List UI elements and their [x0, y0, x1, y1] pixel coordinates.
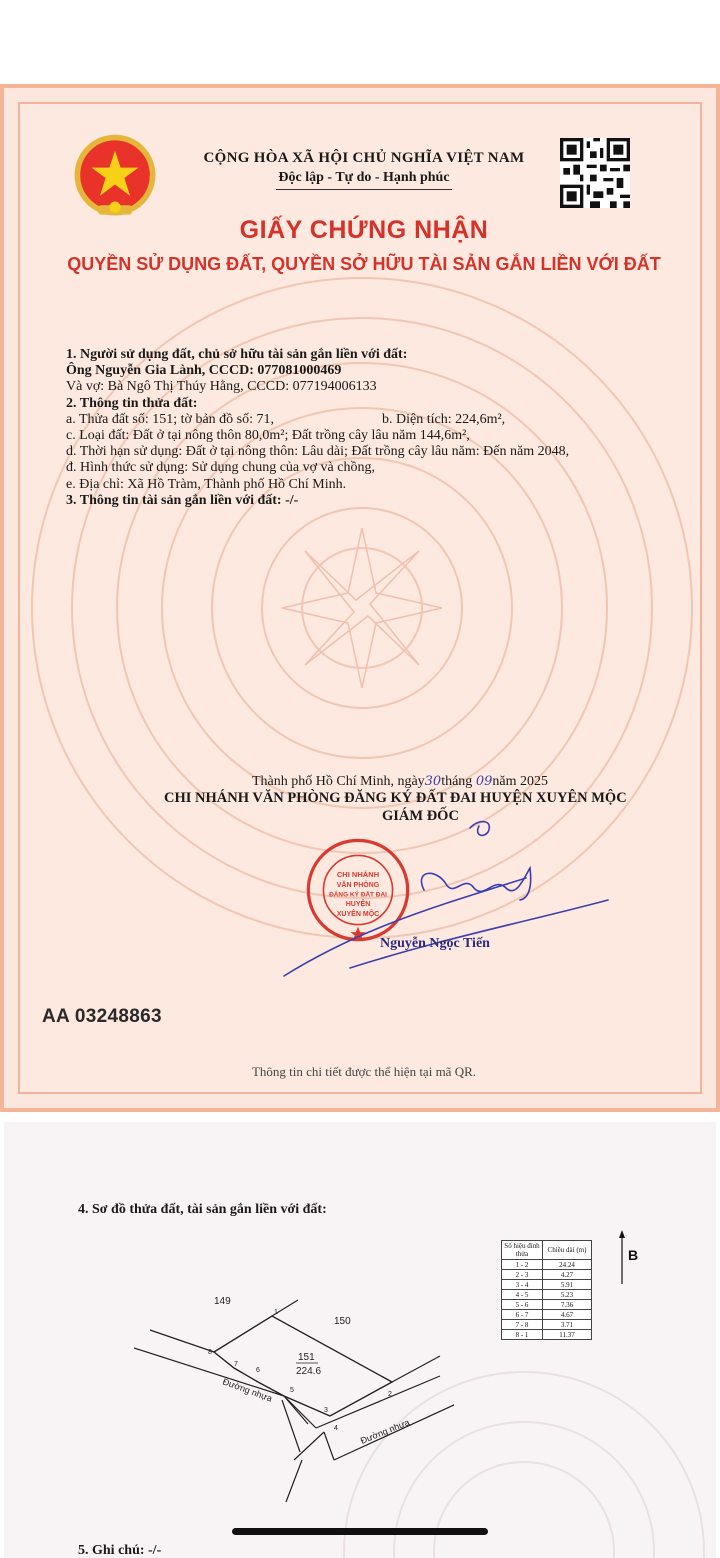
- section-1-heading: 1. Người sử dụng đất, chủ sở hữu tài sản gắn liền với đất:: [66, 347, 408, 362]
- vertex-5: 5: [290, 1387, 294, 1394]
- edge-length: 3.71: [543, 1320, 592, 1330]
- parcel-number: a. Thửa đất số: 151; tờ bản đồ số: 71,: [66, 411, 274, 427]
- edge-length: 4.67: [543, 1310, 592, 1320]
- edge-pair: 2 - 3: [502, 1270, 543, 1280]
- edge-length: 5.91: [543, 1280, 592, 1290]
- table-row: [502, 1280, 592, 1290]
- neighbor-149: 149: [214, 1296, 231, 1307]
- usage-form: đ. Hình thức sử dụng: Sử dụng chung của vợ và chồng,: [66, 460, 375, 476]
- north-label: B: [628, 1247, 639, 1263]
- edge-length: 24.24: [543, 1260, 592, 1270]
- table-header-vertices: Số hiệu đỉnh thửa: [502, 1241, 543, 1260]
- edge-length: 5.23: [543, 1290, 592, 1300]
- svg-text:CHI NHÁNH: CHI NHÁNH: [336, 870, 380, 880]
- table-row: [502, 1320, 592, 1330]
- signing-date: [252, 774, 548, 790]
- svg-text:HUYỆN: HUYỆN: [345, 901, 371, 909]
- table-row: [502, 1330, 592, 1340]
- certificate-serial: AA 03248863: [42, 1006, 162, 1027]
- date-year: năm 2025: [492, 774, 548, 789]
- certificate-page-1: [0, 84, 720, 1112]
- vertex-2: 2: [388, 1391, 392, 1398]
- signer-name: Nguyễn Ngọc Tiến: [380, 936, 490, 951]
- certificate-subtitle: QUYỀN SỬ DỤNG ĐẤT, QUYỀN SỞ HỮU TÀI SẢN GẮN LIỀN VỚI ĐẤT: [67, 254, 661, 274]
- signer-role: GIÁM ĐỐC: [382, 808, 459, 824]
- section-3-heading: 3. Thông tin tài sản gắn liền với đất: -/-: [66, 492, 299, 508]
- parcel-sketch-map: [134, 1292, 454, 1512]
- edge-pair: 7 - 8: [502, 1320, 543, 1330]
- svg-text:XUYÊN MỘC: XUYÊN MỘC: [336, 910, 380, 918]
- road-label-upper: Đường nhựa: [221, 1376, 274, 1404]
- table-header-length: Chiều dài (m): [543, 1241, 592, 1260]
- month-word: tháng: [441, 774, 473, 789]
- edge-pair: 4 - 5: [502, 1290, 543, 1300]
- table-row: [502, 1300, 592, 1310]
- motto-underline: [276, 189, 452, 190]
- parcel-address: e. Địa chỉ: Xã Hồ Tràm, Thành phố Hồ Chí Minh.: [66, 476, 347, 492]
- table-row: [502, 1260, 592, 1270]
- svg-text:VĂN PHÒNG: VĂN PHÒNG: [336, 881, 380, 889]
- vertex-6: 6: [256, 1367, 260, 1374]
- issuing-branch: CHI NHÁNH VĂN PHÒNG ĐĂNG KÝ ĐẤT ĐAI HUYỆN XUYÊN MỘC: [164, 790, 627, 806]
- usage-term: d. Thời hạn sử dụng: Đất ở tại nông thôn: Lâu dài; Đất trồng cây lâu năm: Đến năm 2048,: [66, 444, 570, 460]
- national-name: CỘNG HÒA XÃ HỘI CHỦ NGHĨA VIỆT NAM: [203, 150, 525, 166]
- edge-pair: 6 - 7: [502, 1310, 543, 1320]
- vertex-8: 8: [208, 1349, 212, 1356]
- edge-length: 4.27: [543, 1270, 592, 1280]
- home-indicator[interactable]: [232, 1528, 488, 1535]
- edge-pair: 5 - 6: [502, 1300, 543, 1310]
- edge-pair: 3 - 4: [502, 1280, 543, 1290]
- section-2-heading: 2. Thông tin thửa đất:: [66, 395, 198, 411]
- certificate-title: GIẤY CHỨNG NHẬN: [239, 216, 489, 244]
- table-row: [502, 1310, 592, 1320]
- spouse-line: Và vợ: Bà Ngô Thị Thúy Hằng, CCCD: 077194006133: [66, 379, 377, 395]
- vertex-3: 3: [324, 1407, 328, 1414]
- edge-length-table: [501, 1240, 592, 1340]
- section-5-heading: 5. Ghi chú: -/-: [78, 1543, 162, 1558]
- date-prefix: Thành phố Hồ Chí Minh, ngày: [252, 774, 425, 789]
- certificate-details: [66, 347, 686, 509]
- parcel-row: [66, 412, 686, 428]
- road-label-lower: Đường nhựa: [359, 1417, 411, 1446]
- vertex-4: 4: [334, 1425, 338, 1432]
- edge-length: 11.37: [543, 1330, 592, 1340]
- national-emblem: [68, 130, 162, 224]
- parcel-number-label: 151: [298, 1352, 315, 1363]
- parcel-area-label: 224.6: [296, 1366, 322, 1377]
- table-row: [502, 1270, 592, 1280]
- vertex-1: 1: [274, 1309, 278, 1316]
- land-type: c. Loại đất: Đất ở tại nông thôn 80,0m²; Đất trồng cây lâu năm 144,6m²,: [66, 428, 470, 444]
- road-edge-top-left: [150, 1330, 214, 1352]
- qr-note: Thông tin chi tiết được thể hiện tại mã QR.: [251, 1064, 477, 1079]
- section-4-heading: 4. Sơ đồ thửa đất, tài sản gắn liền với đất:: [78, 1202, 327, 1217]
- owner-line: Ông Nguyễn Gia Lành, CCCD: 077081000469: [66, 363, 342, 379]
- north-arrow-icon: [618, 1230, 642, 1286]
- date-month: 09: [475, 774, 493, 789]
- table-row: [502, 1290, 592, 1300]
- date-day: 30: [424, 774, 442, 789]
- edge-length: 7.36: [543, 1300, 592, 1310]
- edge-pair: 1 - 2: [502, 1260, 543, 1270]
- handwritten-signature: [274, 808, 614, 988]
- svg-text:ĐĂNG KÝ ĐẤT ĐAI: ĐĂNG KÝ ĐẤT ĐAI: [329, 891, 387, 899]
- parcel-area: b. Diện tích: 224,6m²,: [382, 411, 506, 427]
- certificate-page-2: [4, 1122, 716, 1558]
- neighbor-150: 150: [334, 1316, 351, 1327]
- edge-pair: 8 - 1: [502, 1330, 543, 1340]
- national-motto: Độc lập - Tự do - Hạnh phúc: [278, 170, 450, 185]
- vertex-7: 7: [234, 1361, 238, 1368]
